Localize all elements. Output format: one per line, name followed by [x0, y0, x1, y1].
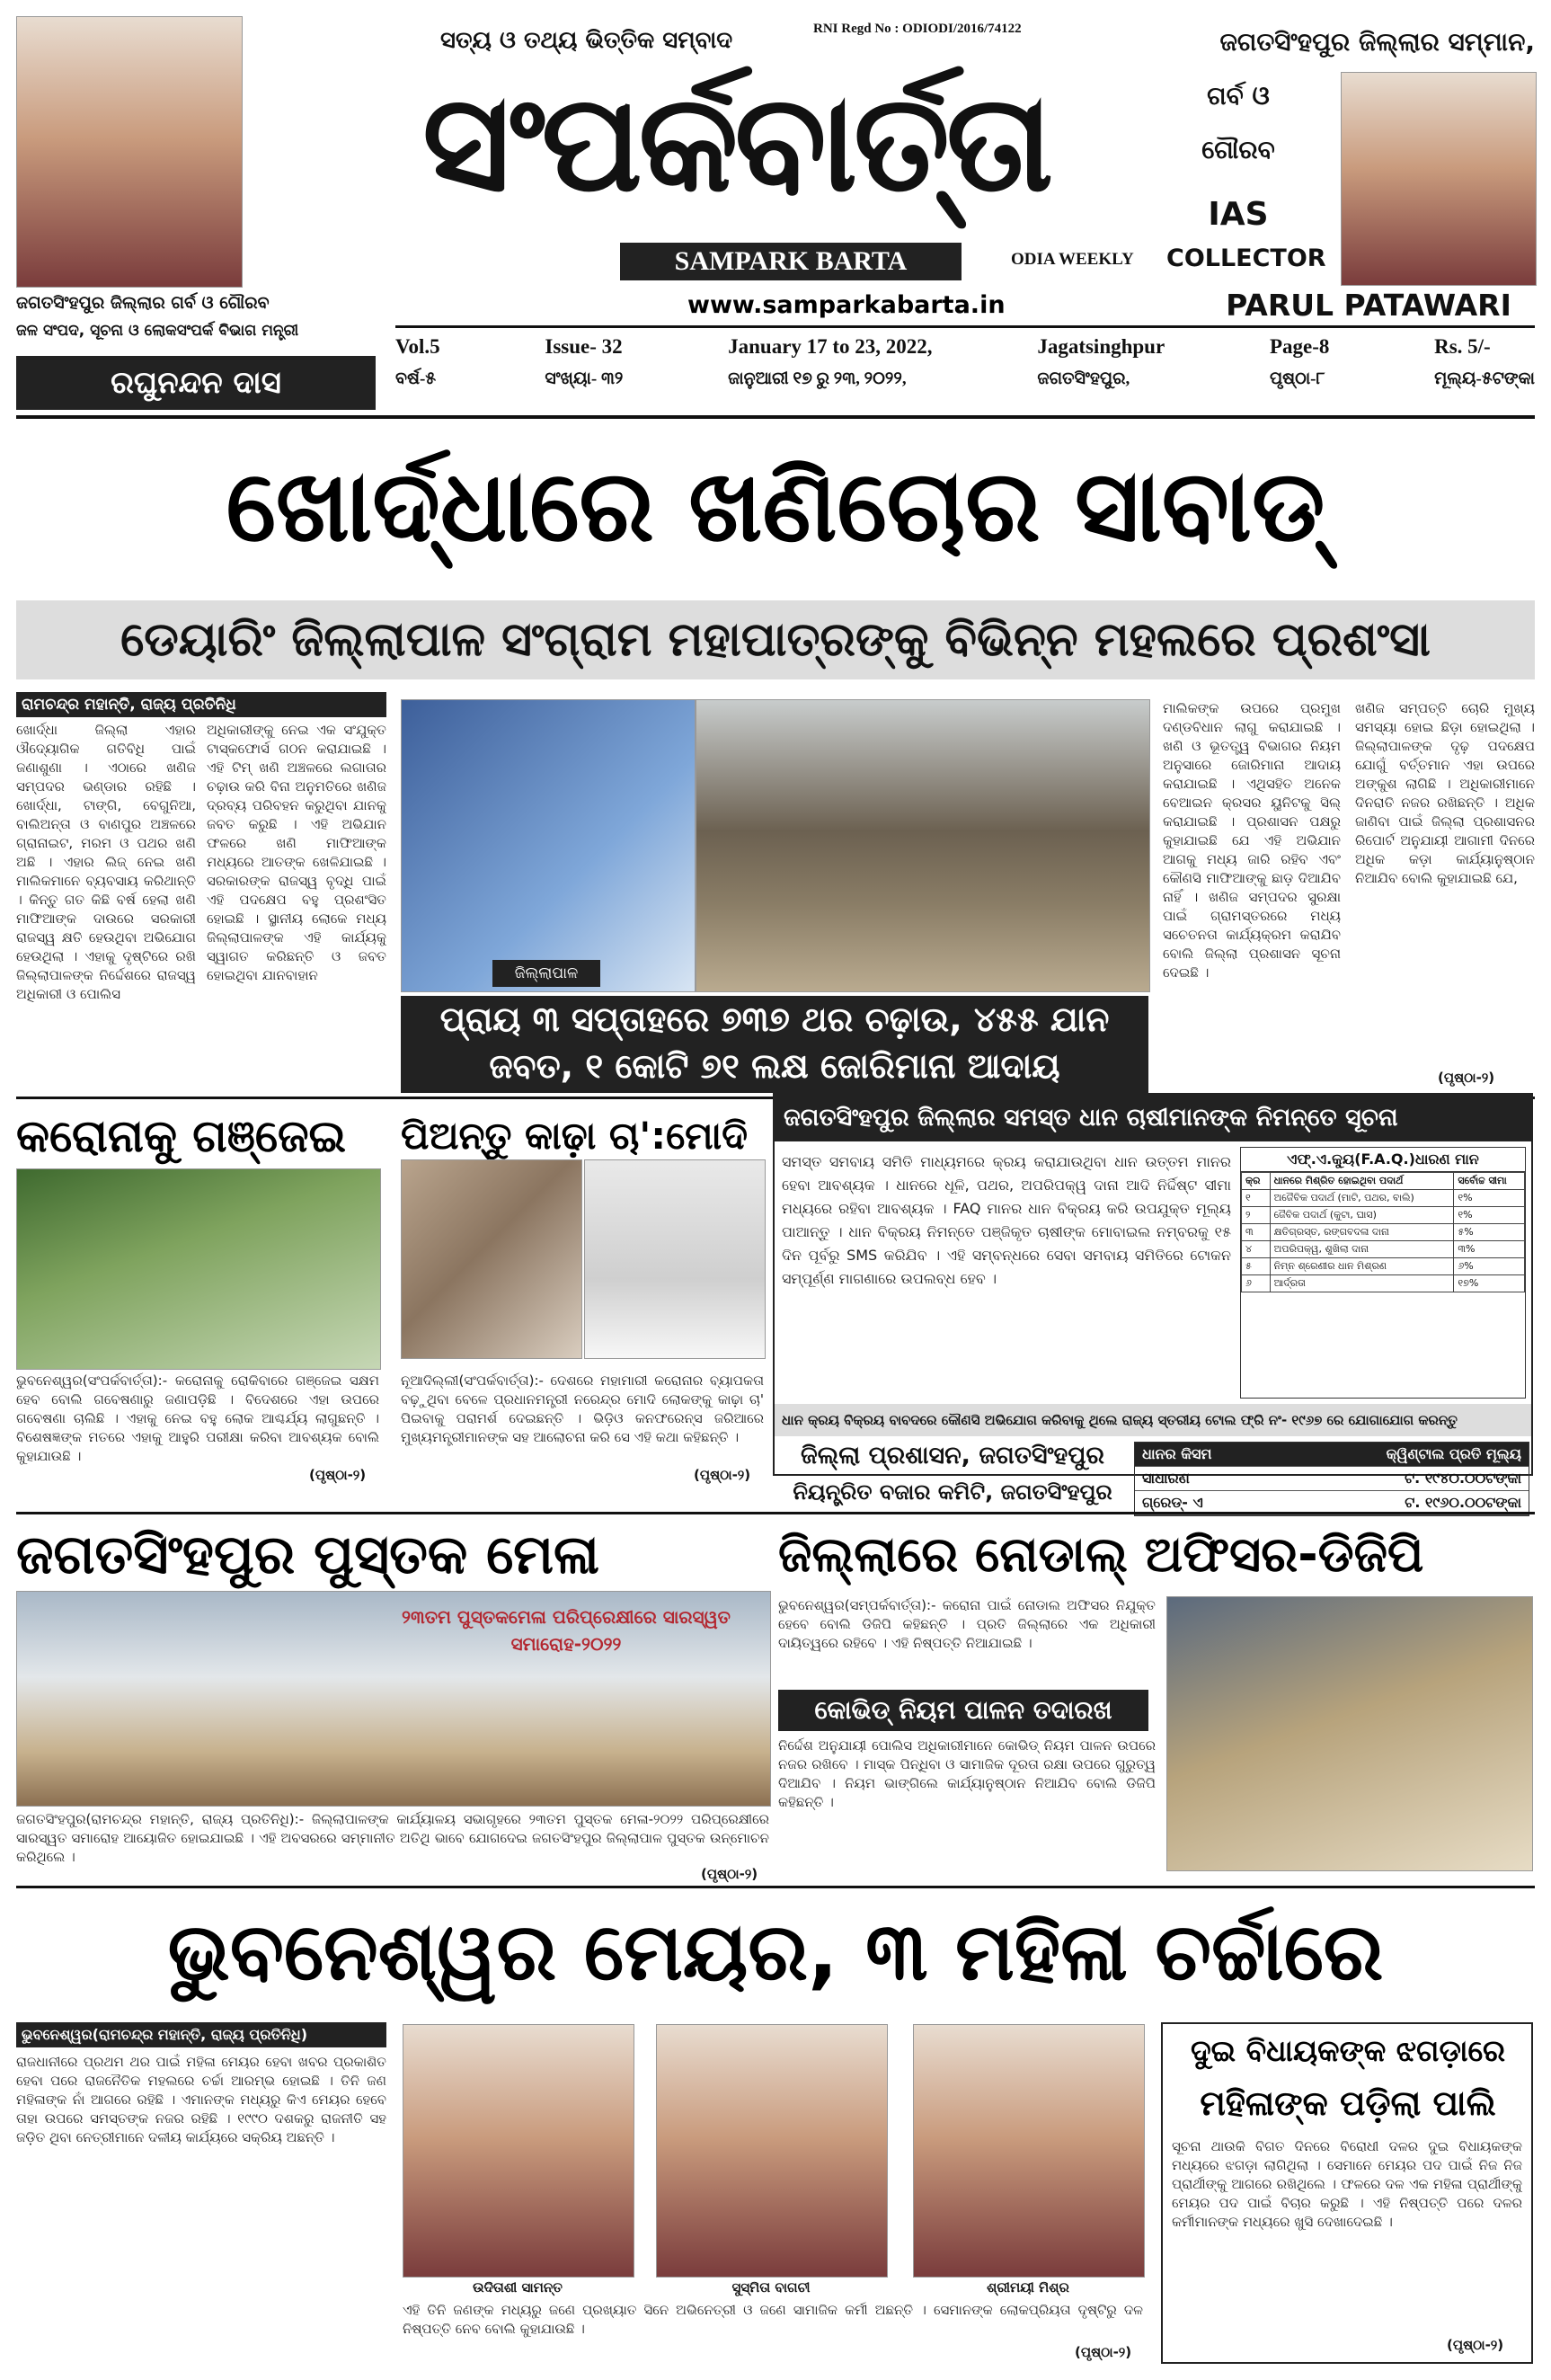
collector-role: COLLECTOR: [1166, 244, 1326, 272]
corona-text: ଭୁବନେଶ୍ୱର(ସଂପର୍କବାର୍ତ୍ତା):- କରୋନାକୁ ରୋକିବାରେ ଗଞ୍ଜେଇ ସକ୍ଷମ ହେବ ବୋଲି ଗବେଷଣାରୁ ଜଣାପଡ଼ିଛି । ବିଦେଶରେ ଏହା ଉପରେ ଗବେଷଣା ଚାଲିଛି । ଏହାକୁ ନେଇ ବହୁ ଲୋକ ଆଶ୍ଚର୍ଯ୍ୟ ଲାଗୁଛନ୍ତି । ବିଶେଷଜ୍ଞଙ୍କ ମତରେ ଏହାକୁ ଆହୁରି ପରୀକ୍ଷା କରିବା ଆବଶ୍ୟକ ବୋଲି କୁହାଯାଉଛି ।: [16, 1372, 379, 1464]
bookfair-headline: ଜଗତସିଂହପୁର ପୁସ୍ତକ ମେଳା: [16, 1523, 599, 1586]
lead-column-4: ଖଣିଜ ସମ୍ପତ୍ତି ଚୋରି ମୁଖ୍ୟ ସମସ୍ୟା ହୋଇ ଛିଡ଼ା ହୋଇଥିଲା । ଜିଲ୍ଲାପାଳଙ୍କ ଦୃଢ଼ ପଦକ୍ଷେପ ଯୋଗୁଁ ବର୍ତ୍ତମାନ ଏହା ଉପରେ ଅଙ୍କୁଶ ଲାଗିଛି । ଅଧିକାରୀମାନେ ଦିନରାତି ନଜର ରଖିଛନ୍ତି । ଅଧିକ ଜାଣିବା ପାଇଁ ଜିଲ୍ଲା ପ୍ରଶାସନର ରିପୋର୍ଟ ଅନୁଯାୟୀ ଆଗାମୀ ଦିନରେ ଅଧିକ କଡ଼ା କାର୍ଯ୍ୟାନୁଷ୍ଠାନ ନିଆଯିବ ବୋଲି କୁହାଯାଇଛି ଯେ,: [1355, 700, 1535, 886]
faq-table: କ୍ର ଧାନରେ ମିଶ୍ରିତ ହୋଇଥିବା ପଦାର୍ଥ ସର୍ବୋଚ୍ଚ ସୀମା ୧ ଅଜୈବିକ ପଦାର୍ଥ (ମାଟି, ପଥର, ବାଲି) ୧% ୨ ଜୈବିକ ପଦାର୍ଥ (କୁଟା, ଘାସ) ୧% ୩ କ୍ଷତିଗ୍ରସ୍ତ, ରଙ୍ଗବଦଳା ଦାନା ୫% ୪ ଅପରିପକ୍ୱ, ଶୁଖିଲା ଦାନା ୩% ୫ ନିମ୍ନ ଶ୍ରେଣୀର ଧାନ ମିଶ୍ରଣ ୬% ୬ ଆର୍ଦ୍ରତା ୧୭%: [1241, 1172, 1525, 1292]
faq-table-box: [1240, 1147, 1526, 1399]
mayor-text: ରାଜଧାନୀରେ ପ୍ରଥମ ଥର ପାଇଁ ମହିଳା ମେୟର ହେବା ଖବର ପ୍ରକାଶିତ ହେବା ପରେ ରାଜନୈତିକ ମହଲରେ ଚର୍ଚ୍ଚା ଆରମ୍ଭ ହୋଇଛି । ତିନି ଜଣ ମହିଳାଙ୍କ ନାଁ ଆଗରେ ରହିଛି । ଏମାନଙ୍କ ମଧ୍ୟରୁ କିଏ ମେୟର ହେବେ ତାହା ଉପରେ ସମସ୍ତଙ୍କ ନଜର ରହିଛି । ୧୯୯୦ ଦଶକରୁ ରାଜନୀତି ସହ ଜଡ଼ିତ ଥିବା ନେତ୍ରୀମାନେ ଦଳୀୟ କାର୍ଯ୍ୟରେ ସକ୍ରିୟ ଅଛନ୍ତି ।: [16, 2054, 386, 2145]
nodal-text-2: ନିର୍ଦ୍ଦେଶ ଅନୁଯାୟୀ ପୋଲିସ ଅଧିକାରୀମାନେ କୋଭିଡ୍ ନିୟମ ପାଳନ ଉପରେ ନଜର ରଖିବେ । ମାସ୍କ ପିନ୍ଧିବା ଓ ସାମାଜିକ ଦୂରତା ରକ୍ଷା ଉପରେ ଗୁରୁତ୍ୱ ଦିଆଯିବ । ନିୟମ ଭାଙ୍ଗିଲେ କାର୍ଯ୍ୟାନୁଷ୍ଠାନ ନିଆଯିବ ବୋଲି ଡିଜିପି କହିଛନ୍ତି ।: [778, 1737, 1156, 1810]
website-link[interactable]: www.samparkabarta.in: [687, 291, 1006, 319]
table-row: ୬ ଆର୍ଦ୍ରତା ୧୭%: [1242, 1275, 1525, 1292]
dgp-photo: [1166, 1596, 1533, 1871]
table-row: ୨ ଜୈବିକ ପଦାର୍ଥ (କୁଟା, ଘାସ) ୧%: [1242, 1207, 1525, 1224]
masthead-title: ସଂପର୍କବାର୍ତ୍ତା: [422, 66, 1050, 222]
lead-column-1: ଖୋର୍ଦ୍ଧା ଜିଲ୍ଲା ଏହାର ଔଦ୍ୟୋଗିକ ଗତିବିଧି ପାଇଁ ଜଣାଶୁଣା । ଏଠାରେ ଖଣିଜ ସମ୍ପଦର ଭଣ୍ଡାର ରହିଛି । ଖୋର୍ଦ୍ଧା, ଟାଙ୍ଗି, ବେଗୁନିଆ, ବାଲିଅନ୍ତା ଓ ବାଣପୁର ଅଞ୍ଚଳରେ ଗ୍ରାନାଇଟ, ମରମ ଓ ପଥର ଖଣି ଅଛି । ଏହାର ଲିଜ୍ ନେଇ ଖଣି ମାଲିକମାନେ ବ୍ୟବସାୟ କରିଥାନ୍ତି । କିନ୍ତୁ ଗତ କିଛି ବର୍ଷ ହେଲା ଖଣି ମାଫିଆଙ୍କ ଦାଉରେ ସରକାରୀ ରାଜସ୍ୱ କ୍ଷତି ହେଉଥିବା ଅଭିଯୋଗ ହେଉଥିଲା । ଏହାକୁ ଦୃଷ୍ଟିରେ ରଖି ଜିଲ୍ଲାପାଳଙ୍କ ନିର୍ଦ୍ଦେଶରେ ରାଜସ୍ୱ ଅଧିକାରୀ ଓ ପୋଲିସ: [16, 722, 196, 1002]
modi-text: ନୂଆଦିଲ୍ଲୀ(ସଂପର୍କବାର୍ତ୍ତା):- ଦେଶରେ ମହାମାରୀ କରୋନାର ବ୍ୟାପକତା ବଢ଼ୁଥିବା ବେଳେ ପ୍ରଧାନମନ୍ତ୍ରୀ ନରେନ୍ଦ୍ର ମୋଦି ଲୋକଙ୍କୁ କାଢ଼ା ଚା' ପିଇବାକୁ ପରାମର୍ଶ ଦେଇଛନ୍ତି । ଭିଡ଼ିଓ କନଫରେନ୍ସ ଜରିଆରେ ମୁଖ୍ୟମନ୍ତ୍ରୀମାନଙ୍କ ସହ ଆଲୋଚନା କରି ସେ ଏହି କଥା କହିଛନ୍ତି ।: [401, 1372, 764, 1445]
lead-callout-line1: ପ୍ରାୟ ୩ ସପ୍ତାହରେ ୭୩୭ ଥର ଚଢ଼ାଉ, ୪୫୫ ଯାନ: [439, 999, 1110, 1039]
corona-headline: କରୋନାକୁ ଗଞ୍ଜେଇ: [16, 1110, 347, 1162]
collector-caption-line1: ଜଗତସିଂହପୁର ଜିଲ୍ଲାର ସମ୍ମାନ,: [1219, 27, 1535, 57]
district-collector-photo: [401, 699, 696, 992]
helpline-strip: ଧାନ କ୍ରୟ ବିକ୍ରୟ ବାବଦରେ କୌଣସି ଅଭିଯୋଗ କରିବାକୁ ଥିଲେ ରାଜ୍ୟ ସ୍ତରୀୟ ଟୋଲ ଫ୍ରି ନଂ- ୧୯୬୭ ରେ ଯୋଗାଯୋଗ କରନ୍ତୁ: [775, 1404, 1531, 1436]
collector-name: PARUL PATAWARI: [1226, 288, 1511, 323]
issue-date: January 17 to 23, 2022, ଜାନୁଆରୀ ୧୭ ରୁ ୨୩, ୨୦୨୨,: [728, 335, 933, 388]
issue-number: Issue- 32 ସଂଖ୍ୟା- ୩୨: [545, 335, 624, 388]
naveen-photo: [584, 1159, 766, 1359]
table-row: ୧ ଅଜୈବିକ ପଦାର୍ଥ (ମାଟି, ପଥର, ବାଲି) ୧%: [1242, 1190, 1525, 1207]
mayor-candidate-1-photo: [403, 2024, 634, 2278]
modi-headline: ପିଅନ୍ତୁ କାଢ଼ା ଚା':ମୋଦି: [401, 1114, 748, 1158]
collector-role-ias: IAS: [1208, 196, 1269, 233]
mayor-candidate-3-photo: [913, 2024, 1145, 2278]
notice-issuer-1: ଜିଲ୍ଲା ପ୍ରଶାସନ, ଜଗତସିଂହପୁର: [801, 1442, 1104, 1470]
collector-photo: [1341, 72, 1537, 286]
faq-table-title: ଏଫ୍.ଏ.କ୍ୟୁ(F.A.Q.)ଧାରଣ ମାନ: [1241, 1148, 1525, 1172]
mayor-byline: ଭୁବନେଶ୍ୱର(ରାମଚନ୍ଦ୍ର ମହାନ୍ତି, ରାଜ୍ୟ ପ୍ରତିନିଧି): [16, 2022, 386, 2047]
issue-volume: Vol.5 ବର୍ଷ-୫: [395, 335, 440, 388]
price-row-common: ସାଧାରଣ ଟ. ୧୯୪୦.୦୦ଟଙ୍କା: [1135, 1467, 1529, 1491]
price-table-head: ଧାନର କିସମ କ୍ୱିଣ୍ଟାଲ ପ୍ରତି ମୂଲ୍ୟ: [1135, 1443, 1529, 1467]
farmers-notice-body: ସମସ୍ତ ସମବାୟ ସମିତି ମାଧ୍ୟମରେ କ୍ରୟ କରାଯାଉଥିବା ଧାନ ଉତ୍ତମ ମାନର ହେବା ଆବଶ୍ୟକ । ଧାନରେ ଧୂଳି, ପଥର, ଅପରିପକ୍ୱ ଦାନା ଆଦି ନିର୍ଦ୍ଦିଷ୍ଟ ସୀମା ମଧ୍ୟରେ ରହିବା ଆବଶ୍ୟକ । FAQ ମାନର ଧାନ ବିକ୍ରୟ କରି ଉପଯୁକ୍ତ ମୂଲ୍ୟ ପାଆନ୍ତୁ । ଧାନ ବିକ୍ରୟ ନିମନ୍ତେ ପଞ୍ଜିକୃତ ଚାଷୀଙ୍କ ମୋବାଇଲ ନମ୍ବରକୁ ୧୫ ଦିନ ପୂର୍ବରୁ SMS କରିଯିବ । ଏହି ସମ୍ବନ୍ଧରେ ସେବା ସମବାୟ ସମିତିରେ ଟୋକନ ସମ୍ପୂର୍ଣ୍ଣ ମାଗଣାରେ ଉପଲବ୍ଧ ହେବ ।: [782, 1153, 1231, 1287]
masthead-english-title: SAMPARK BARTA: [620, 243, 962, 280]
table-row: ୫ ନିମ୍ନ ଶ୍ରେଣୀର ଧାନ ମିଶ୍ରଣ ୬%: [1242, 1258, 1525, 1275]
district-collector-caption: ଜିଲ୍ଲାପାଳ: [492, 960, 600, 987]
lead-column-2: ଅଧିକାରୀଙ୍କୁ ନେଇ ଏକ ସଂଯୁକ୍ତ ଟାସ୍କଫୋର୍ସ ଗଠନ କରାଯାଇଛି । ଏହି ଟିମ୍ ଖଣି ଅଞ୍ଚଳରେ ଲଗାତାର ଚଢ଼ାଉ କରି ବିନା ଅନୁମତିରେ ଖଣିଜ ଦ୍ରବ୍ୟ ପରିବହନ କରୁଥିବା ଯାନକୁ ଜବତ କରୁଛି । ଏହି ଅଭିଯାନ ଫଳରେ ଖଣି ମାଫିଆଙ୍କ ମଧ୍ୟରେ ଆତଙ୍କ ଖେଳିଯାଇଛି । ସରକାରଙ୍କ ରାଜସ୍ୱ ବୃଦ୍ଧି ପାଇଁ ଏହି ପଦକ୍ଷେପ ବହୁ ପ୍ରଶଂସିତ ହୋଇଛି । ସ୍ଥାନୀୟ ଲୋକେ ମଧ୍ୟ ଜିଲ୍ଲାପାଳଙ୍କ ଏହି କାର୍ଯ୍ୟକୁ ସ୍ୱାଗତ କରିଛନ୍ତି ଓ ଜବତ ହୋଇଥିବା ଯାନବାହାନ: [207, 722, 386, 983]
minister-caption-line1: ଜଗତସିଂହପୁର ଜିଲ୍ଲାର ଗର୍ବ ଓ ଗୌରବ: [16, 293, 270, 313]
minister-caption-line2: ଜଳ ସଂପଦ, ସୂଚନା ଓ ଲୋକସଂପର୍କ ବିଭାଗ ମନ୍ତ୍ରୀ: [16, 322, 299, 340]
mayor-candidate-3-name: ଶ୍ରୀମୟୀ ମିଶ୍ର: [987, 2279, 1069, 2296]
mayor-text-2: ଏହି ତିନି ଜଣଙ୍କ ମଧ୍ୟରୁ ଜଣେ ପ୍ରଖ୍ୟାତ ସିନେ ଅଭିନେତ୍ରୀ ଓ ଜଣେ ସାମାଜିକ କର୍ମୀ ଅଛନ୍ତି । ସେମାନଙ୍କ ଲୋକପ୍ରିୟତା ଦୃଷ୍ଟିରୁ ଦଳ ନିଷ୍ପତ୍ତି ନେବ ବୋଲି କୁହାଯାଉଛି ।: [403, 2302, 1143, 2337]
rni-number: RNI Regd No : ODIODI/2016/74122: [813, 22, 1022, 36]
mid-section-rule: [16, 1512, 1535, 1514]
lead-callout: [401, 996, 1148, 1093]
collector-caption-line2: ଗର୍ବ ଓ: [1207, 81, 1270, 111]
lead-headline: ଖୋର୍ଦ୍ଧାରେ ଖଣିଚୋର ସାବାଡ୍: [226, 448, 1325, 564]
table-row: ୩ କ୍ଷତିଗ୍ରସ୍ତ, ରଙ୍ଗବଦଳା ଦାନା ୫%: [1242, 1224, 1525, 1241]
issue-price: Rs. 5/- ମୂଲ୍ୟ-୫ଟଙ୍କା: [1434, 335, 1535, 388]
issue-place: Jagatsinghpur ଜଗତସିଂହପୁର,: [1037, 335, 1165, 388]
mla-headline-line2: ମହିଳାଙ୍କ ପଡ଼ିଲା ପାଲି: [1200, 2083, 1496, 2123]
corona-continued: (ପୃଷ୍ଠା-୨): [309, 1467, 367, 1483]
mayor-candidate-1-name: ଉଦିତାଶୀ ସାମନ୍ତ: [473, 2279, 563, 2296]
lead-callout-line2: ଜବତ, ୧ କୋଟି ୭୧ ଲକ୍ଷ ଜୋରିମାନା ଆଦାୟ: [489, 1046, 1060, 1086]
lead-byline: ରାମଚନ୍ଦ୍ର ମହାନ୍ତି, ରାଜ୍ୟ ପ୍ରତିନିଧି: [16, 692, 386, 717]
price-row-grade-a: ଗ୍ରେଡ୍- ଏ ଟ. ୧୯୬୦.୦୦ଟଙ୍କା: [1135, 1491, 1529, 1515]
bookfair-continued: (ପୃଷ୍ଠା-୨): [701, 1866, 758, 1882]
mla-headline-line1: ଦୁଇ ବିଧାୟକଙ୍କ ଝଗଡ଼ାରେ: [1190, 2033, 1506, 2068]
mayor-candidate-2-photo: [656, 2024, 888, 2278]
nodal-headline: ଜିଲ୍ଲାରେ ନୋଡାଲ୍ ଅଫିସର-ଡିଜିପି: [778, 1526, 1424, 1583]
issue-rule-top: [395, 325, 1535, 328]
lead-column-3: ମାଲିକଙ୍କ ଉପରେ ପ୍ରମୁଖ ଦଣ୍ଡବିଧାନ ଲାଗୁ କରାଯାଇଛି । ଖଣି ଓ ଭୂତତ୍ତ୍ୱ ବିଭାଗର ନିୟମ ଅନୁସାରେ ଜୋରିମାନା ଆଦାୟ କରାଯାଇଛି । ଏଥିସହିତ ଅନେକ ବେଆଇନ କ୍ରସର ୟୁନିଟକୁ ସିଲ୍ କରାଯାଇଛି । ପ୍ରଶାସନ ପକ୍ଷରୁ କୁହାଯାଇଛି ଯେ ଏହି ଅଭିଯାନ ଆଗକୁ ମଧ୍ୟ ଜାରି ରହିବ ଏବଂ କୌଣସି ମାଫିଆଙ୍କୁ ଛାଡ଼ ଦିଆଯିବ ନାହିଁ । ଖଣିଜ ସମ୍ପଦର ସୁରକ୍ଷା ପାଇଁ ଗ୍ରାମସ୍ତରରେ ମଧ୍ୟ ସଚେତନତା କାର୍ଯ୍ୟକ୍ରମ କରାଯିବ ବୋଲି ଜିଲ୍ଲା ପ୍ରଶାସନ ସୂଚନା ଦେଇଛି ।: [1163, 700, 1341, 981]
nodal-subhead: କୋଭିଡ୍ ନିୟମ ପାଳନ ତଦାରଖ: [778, 1690, 1148, 1731]
notice-issuer-2: ନିୟନ୍ତ୍ରିତ ବଜାର କମିଟି, ଜଗତସିଂହପୁର: [793, 1479, 1112, 1505]
modi-photo: [401, 1159, 582, 1359]
modi-continued: (ପୃଷ୍ଠା-୨): [694, 1467, 751, 1483]
mining-site-photo: [696, 699, 1150, 992]
issue-info-bar: [395, 331, 1535, 403]
lead-continued: (ପୃଷ୍ଠା-୨): [1438, 1070, 1495, 1086]
mla-text: ସୂଚନା ଥାଉକି ବିଗତ ଦିନରେ ବିରୋଧୀ ଦଳର ଦୁଇ ବିଧାୟକଙ୍କ ମଧ୍ୟରେ ଝଗଡ଼ା ଲାଗିଥିଲା । ସେମାନେ ମେୟର ପଦ ପାଇଁ ନିଜ ନିଜ ପ୍ରାର୍ଥୀଙ୍କୁ ଆଗରେ ରଖିଥିଲେ । ଫଳରେ ଦଳ ଏକ ମହିଳା ପ୍ରାର୍ଥୀଙ୍କୁ ମେୟର ପଦ ପାଇଁ ବିଚାର କରୁଛି । ଏହି ନିଷ୍ପତ୍ତି ପରେ ଦଳର କର୍ମୀମାନଙ୍କ ମଧ୍ୟରେ ଖୁସି ଦେଖାଦେଇଛି ।: [1172, 2138, 1522, 2230]
mayor-continued: (ପୃଷ୍ଠା-୨): [1075, 2344, 1132, 2360]
cannabis-photo: [16, 1168, 381, 1370]
minister-name: ରଘୁନନ୍ଦନ ଦାସ: [16, 356, 376, 410]
minister-photo: [16, 16, 243, 288]
masthead-tagline: ସତ୍ୟ ଓ ତଥ୍ୟ ଭିତ୍ତିକ ସମ୍ବାଦ: [440, 27, 733, 54]
nodal-text-1: ଭୁବନେଶ୍ୱର(ସମ୍ପର୍କବାର୍ତ୍ତା):- କରୋନା ପାଇଁ ନୋଡାଲ ଅଫିସର ନିଯୁକ୍ତ ହେବେ ବୋଲି ଡିଜିପି କହିଛନ୍ତି । ପ୍ରତି ଜିଲ୍ଲାରେ ଏକ ଅଧିକାରୀ ଦାୟିତ୍ୱରେ ରହିବେ । ଏହି ନିଷ୍ପତ୍ତି ନିଆଯାଇଛି ।: [778, 1597, 1156, 1651]
issue-page: Page-8 ପୃଷ୍ଠା-୮: [1269, 335, 1330, 388]
collector-caption-line3: ଗୌରବ: [1201, 135, 1275, 164]
masthead-bottom-rule: [16, 415, 1535, 419]
bookfair-text: ଜଗତସିଂହପୁର(ରାମଚନ୍ଦ୍ର ମହାନ୍ତି, ରାଜ୍ୟ ପ୍ରତିନିଧି):- ଜିଲ୍ଲାପାଳଙ୍କ କାର୍ଯ୍ୟାଳୟ ସଭାଗୃହରେ ୨୩ତମ ପୁସ୍ତକ ମେଳା-୨୦୨୨ ପରିପ୍ରେକ୍ଷୀରେ ସାରସ୍ୱତ ସମାରୋହ ଆୟୋଜିତ ହୋଇଯାଇଛି । ଏହି ଅବସରରେ ସମ୍ମାନୀତ ଅତିଥି ଭାବେ ଯୋଗଦେଇ ଜଗତସିଂହପୁର ଜିଲ୍ଲାପାଳ ପୁସ୍ତକ ଉନ୍ମୋଚନ କରିଥିଲେ ।: [16, 1811, 769, 1865]
farmers-notice-title: ଜଗତସିଂହପୁର ଜିଲ୍ଲାର ସମସ୍ତ ଧାନ ଚାଷୀମାନଙ୍କ ନିମନ୍ତେ ସୂଚନା: [775, 1095, 1531, 1141]
bookfair-banner-text: ୨୩ତମ ପୁସ୍ତକମେଳା ପରିପ୍ରେକ୍ଷୀରେ ସାରସ୍ୱତ ସମାରୋହ-୨୦୨୨: [402, 1606, 731, 1655]
lead-subheadline: ଡେୟାରିଂ ଜିଲ୍ଲାପାଳ ସଂଗ୍ରାମ ମହାପାତ୍ରଙ୍କୁ ବିଭିନ୍ନ ମହଲରେ ପ୍ରଶଂସା: [16, 600, 1535, 679]
table-row: ୪ ଅପରିପକ୍ୱ, ଶୁଖିଲା ଦାନା ୩%: [1242, 1241, 1525, 1258]
mayor-headline: ଭୁବନେଶ୍ୱର ମେୟର, ୩ ମହିଳା ଚର୍ଚ୍ଚାରେ: [167, 1905, 1384, 1998]
mla-continued: (ପୃଷ୍ଠା-୨): [1447, 2337, 1504, 2353]
lower-section-rule: [16, 1886, 1535, 1888]
edition-type: ODIA WEEKLY: [1011, 250, 1134, 269]
mayor-candidate-2-name: ସୁସ୍ମିତା ବାଗଚୀ: [731, 2279, 811, 2296]
price-table: [1134, 1442, 1529, 1516]
